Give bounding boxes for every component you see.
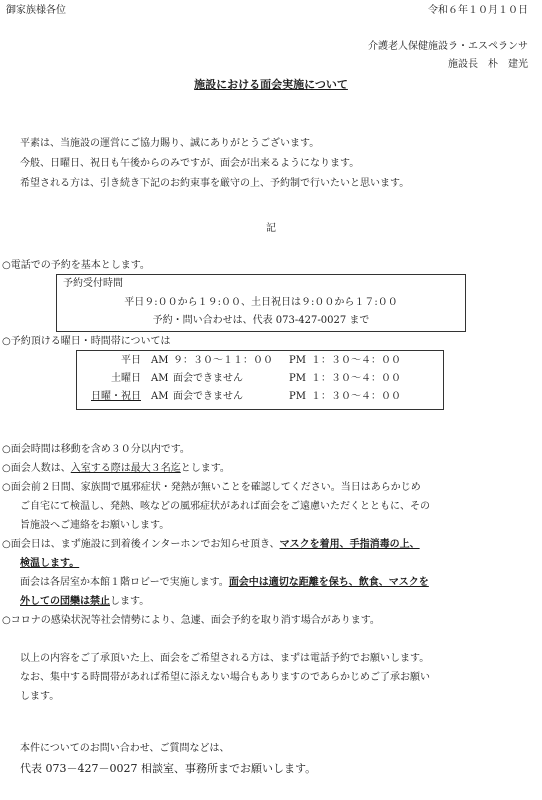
schedule-am-label: AM: [151, 355, 169, 366]
reservation-contact: 予約・問い合わせは、代表 073-427-0027 まで: [152, 315, 370, 326]
schedule-am: ９：３０～１１：００: [173, 355, 273, 366]
rule-cancellation: ○コロナの感染状況等社会情勢により、急遽、面会予約を取り消す場合があります。: [2, 615, 380, 626]
ki-label: 記: [266, 223, 276, 234]
page-title: 施設における面会実施について: [194, 78, 348, 91]
rule-arrival-line-1: [2, 538, 420, 552]
rule-arrival-line-2: 検温します。: [20, 558, 80, 569]
schedule-pm-label: PM: [289, 373, 306, 384]
closing-line-2: なお、集中する時間帯があれば希望に添えない場合もありますのであらかじめご了承お願い: [20, 672, 430, 683]
closing-line-3: します。: [20, 691, 60, 702]
rule-text: ○面会日は、まず施設に到着後インターホンでお知らせ頂き、: [2, 539, 280, 550]
rule-text: 面会は各居室か本館１階ロビーで実施します。: [20, 577, 229, 588]
schedule-am-label: AM: [151, 373, 169, 384]
schedule-am-label: AM: [151, 391, 169, 402]
rule-text: します。: [110, 596, 150, 607]
intro-line-3: 希望される方は、引き続き下記のお約束事を厳守の上、予約制で行いたいと思います。: [20, 178, 410, 189]
rule-emphasis: マスクを着用、手指消毒の上、: [279, 539, 420, 550]
rule-emphasis: 外しての団欒は禁止: [20, 596, 110, 607]
contact-note-1: 本件についてのお問い合わせ、ご質問などは、: [20, 743, 230, 754]
schedule-pm-label: PM: [289, 355, 306, 366]
schedule-pm-label: PM: [289, 391, 306, 402]
rule-health-line-2: ご自宅にて検温し、発熱、咳などの風邪症状があれば面会をご遠慮いただくとともに、その: [20, 501, 430, 512]
schedule-am: 面会できません: [173, 373, 243, 384]
schedule-pm: １：３０～４：００: [311, 373, 401, 384]
schedule-box: [76, 350, 444, 410]
contact-note-2: 代表 073－427－0027 相談室、事務所までお願いします。: [20, 762, 317, 775]
closing-line-1: 以上の内容をご了承頂いた上、面会をご希望される方は、まずは電話予約でお願いします。: [20, 653, 430, 664]
date: 令和６年１０月１０日: [428, 5, 528, 16]
facility-name: 介護老人保健施設ラ・エスペランサ: [368, 41, 528, 52]
rule-arrival-line-3: [20, 576, 429, 590]
phone-rule: ○電話での予約を基本とします。: [2, 260, 150, 271]
reservation-heading: 予約受付時間: [63, 278, 123, 289]
schedule-day: 土曜日: [111, 373, 141, 384]
rule-visitors: [2, 462, 230, 476]
schedule-pm: １：３０～４：００: [311, 355, 401, 366]
rule-health-line-3: 旨施設へご連絡をお願いします。: [20, 520, 170, 531]
reservation-hours: 平日９:００から１９:００、土日祝日は９:００から１７:００: [124, 297, 398, 308]
intro-line-1: 平素は、当施設の運営にご協力賜り、誠にありがとうございます。: [20, 138, 320, 149]
schedule-pm: １：３０～４：００: [311, 391, 401, 402]
schedule-am: 面会できません: [173, 391, 243, 402]
rule-emphasis: 入室する際は最大３名迄: [70, 463, 181, 474]
rule-health-line-1: ○面会前２日間、家族間で風邪症状・発熱が無いことを確認してください。当日はあらかじめ: [2, 482, 421, 493]
rule-emphasis: 面会中は適切な距離を保ち、飲食、マスクを: [228, 577, 429, 588]
rule-text: とします。: [180, 463, 230, 474]
schedule-day: 日曜・祝日: [91, 391, 141, 402]
rule-duration: ○面会時間は移動を含め３０分以内です。: [2, 444, 190, 455]
reservation-box: [56, 274, 466, 332]
rule-arrival-line-4: [20, 595, 149, 609]
rule-text: ○面会人数は、: [2, 463, 71, 474]
intro-line-2: 今般、日曜日、祝日も午後からのみですが、面会が出来るようになります。: [20, 158, 360, 169]
recipient: 御家族様各位: [6, 5, 66, 16]
schedule-rule: ○予約頂ける曜日・時間帯については: [2, 336, 171, 347]
director-name: 施設長 朴 建光: [448, 59, 528, 70]
schedule-day: 平日: [121, 355, 141, 366]
